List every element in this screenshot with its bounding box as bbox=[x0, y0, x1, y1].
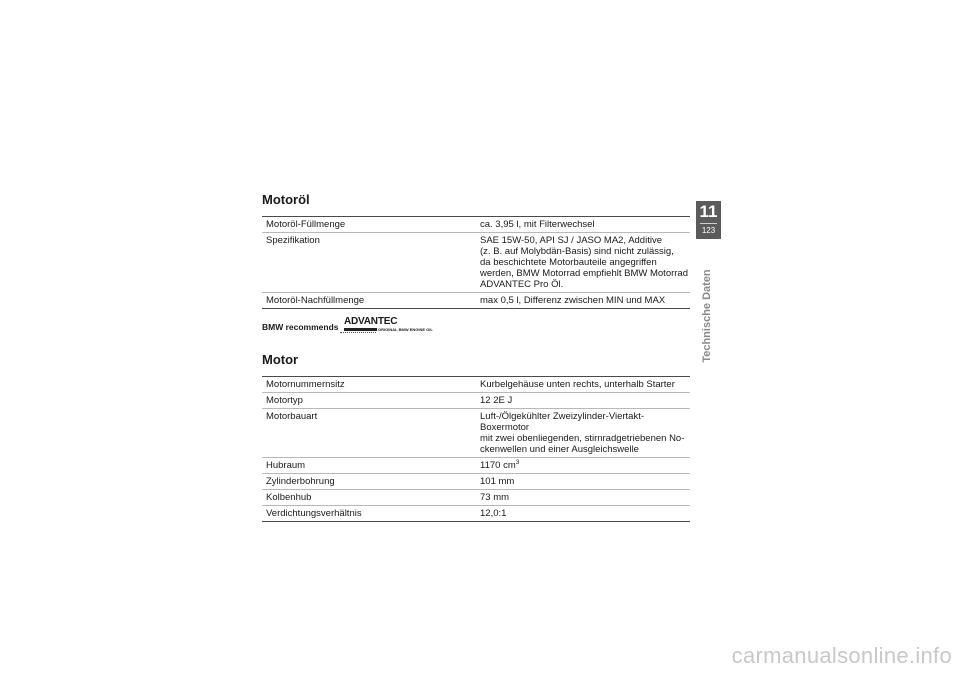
value-line: 101 mm bbox=[480, 476, 515, 487]
row-label: Motortyp bbox=[262, 393, 476, 409]
row-label: Verdichtungsverhältnis bbox=[262, 506, 476, 522]
chapter-title-vertical bbox=[700, 246, 714, 386]
table-row bbox=[262, 409, 690, 458]
table-row bbox=[262, 506, 690, 522]
row-label: Motornummernsitz bbox=[262, 377, 476, 393]
table-row bbox=[262, 217, 690, 233]
table-row bbox=[262, 393, 690, 409]
value-line: 73 mm bbox=[480, 492, 510, 503]
logo-dots bbox=[340, 332, 376, 334]
page-content bbox=[262, 192, 690, 522]
advantec-brand: ADVANTEC bbox=[344, 316, 398, 327]
section-title-motoroel: Motoröl bbox=[262, 192, 310, 207]
value-line: 12,0:1 bbox=[480, 508, 507, 519]
value-line: Luft-/Ölgekühlter Zweizylinder-Viertakt-Boxermotor bbox=[480, 411, 645, 433]
row-value bbox=[476, 377, 690, 393]
row-value bbox=[476, 293, 690, 309]
recommends-text: BMW recommends bbox=[262, 322, 339, 332]
row-value bbox=[476, 458, 690, 474]
row-label: Kolbenhub bbox=[262, 490, 476, 506]
row-label: Spezifikation bbox=[262, 233, 476, 293]
row-label: Hubraum bbox=[262, 458, 476, 474]
table-row bbox=[262, 490, 690, 506]
motoroel-table bbox=[262, 216, 690, 309]
table-row bbox=[262, 377, 690, 393]
value-line: 1170 $cm^3$ bbox=[480, 458, 520, 471]
advantec-logo bbox=[344, 316, 433, 336]
value-line: da beschichtete Motorbauteile angegriffen bbox=[480, 257, 657, 268]
section-title-motor: Motor bbox=[262, 352, 299, 367]
row-value bbox=[476, 233, 690, 293]
row-value bbox=[476, 409, 690, 458]
value-line: ckenwellen und einer Ausgleichswelle bbox=[480, 444, 639, 455]
chapter-tab bbox=[696, 201, 721, 239]
row-label: Zylinderbohrung bbox=[262, 474, 476, 490]
value-line: (z. B. auf Molybdän-Basis) sind nicht zulässig, bbox=[480, 246, 674, 257]
motor-table bbox=[262, 376, 690, 522]
value-line: SAE 15W-50, API SJ / JASO MA2, Additive bbox=[480, 235, 662, 246]
watermark: carmanualsonline.info bbox=[731, 643, 952, 668]
value-line: werden, BMW Motorrad empfiehlt BMW Motorrad bbox=[480, 268, 689, 279]
row-label: Motoröl-Nachfüllmenge bbox=[262, 293, 476, 309]
chapter-number: 11 bbox=[699, 202, 718, 221]
table-row bbox=[262, 474, 690, 490]
table-row bbox=[262, 458, 690, 474]
tab-divider bbox=[700, 223, 717, 224]
logo-bar bbox=[344, 328, 377, 331]
row-value bbox=[476, 490, 690, 506]
value-line: Kurbelgehäuse unten rechts, unterhalb Starter bbox=[480, 379, 675, 390]
row-value bbox=[476, 474, 690, 490]
table-row bbox=[262, 233, 690, 293]
bmw-recommends bbox=[262, 316, 690, 338]
chapter-title: Technische Daten bbox=[701, 269, 713, 363]
value-line: max 0,5 l, Differenz zwischen MIN und MAX bbox=[480, 295, 666, 306]
unit-superscript: 3 bbox=[515, 458, 520, 466]
value-line: mit zwei obenliegenden, stirnradgetriebenen No- bbox=[480, 433, 685, 444]
value-line: ca. 3,95 l, mit Filterwechsel bbox=[480, 219, 595, 230]
page-number: 123 bbox=[701, 226, 716, 235]
row-label: Motorbauart bbox=[262, 409, 476, 458]
row-value bbox=[476, 217, 690, 233]
value-line: 12 2E J bbox=[480, 395, 513, 406]
row-value bbox=[476, 393, 690, 409]
advantec-tagline: ORIGINAL BMW ENGINE OIL bbox=[378, 327, 433, 332]
row-value bbox=[476, 506, 690, 522]
table-row bbox=[262, 293, 690, 309]
row-label: Motoröl-Füllmenge bbox=[262, 217, 476, 233]
value-line: ADVANTEC Pro Öl. bbox=[480, 279, 564, 290]
